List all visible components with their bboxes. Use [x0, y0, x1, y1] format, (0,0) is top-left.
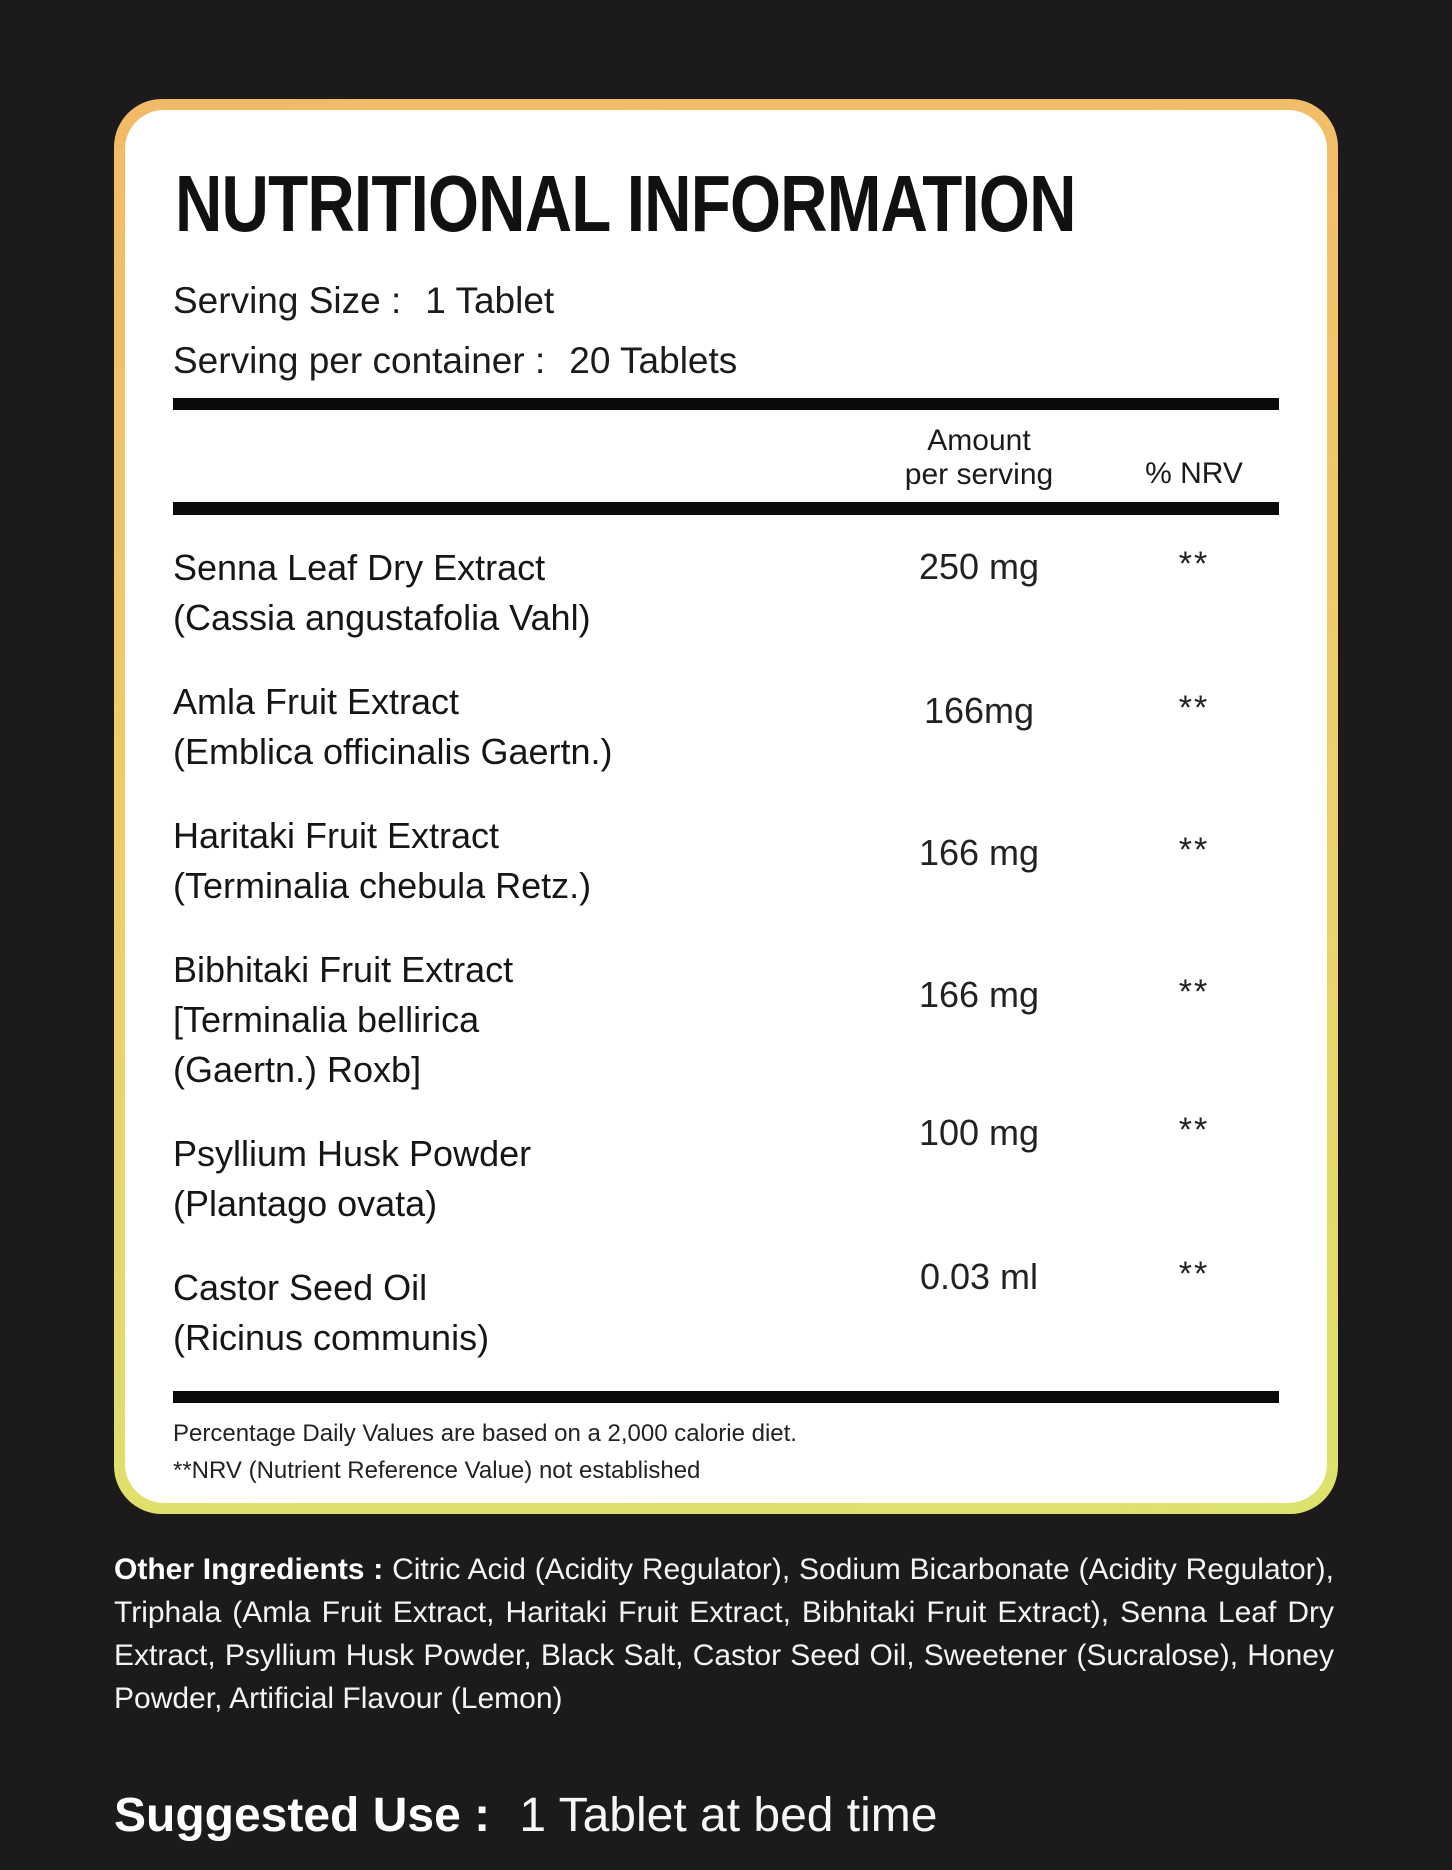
suggested-use-value: 1 Tablet at bed time [519, 1789, 938, 1842]
servings-per-container-label: Serving per container : [173, 340, 546, 381]
ingredient-latin-name: (Terminalia chebula Retz.) [173, 865, 592, 906]
ingredient-latin-name: (Plantago ovata) [173, 1183, 438, 1224]
column-header-amount [819, 424, 1139, 492]
table-row [173, 1255, 1279, 1363]
ingredient-latin-name: [Terminalia bellirica [173, 999, 480, 1040]
servings-per-container-line [173, 340, 1279, 382]
ingredient-name-cell [173, 1263, 819, 1363]
other-ingredients-paragraph [114, 1548, 1334, 1720]
nutrition-card-inner [125, 110, 1327, 1503]
table-row [173, 677, 1279, 777]
other-ingredients-body: Citric Acid (Acidity Regulator), Sodium Bicarbonate (Acidity Regulator), Triphala (Amla Fruit Extract, Haritaki Fruit Extract, Bibhitaki Fruit Extract), Senna Leaf Dry Extract, Psyllium Husk Powder, Black Salt, Castor Seed Oil, Sweetener (Sucralose), Honey Powder, Artificial Flavour (Lemon) [114, 1553, 1334, 1715]
ingredient-latin-name: (Emblica officinalis Gaertn.) [173, 731, 613, 772]
header-bottom-rule [173, 502, 1279, 515]
ingredient-nrv: ** [1178, 973, 1210, 1011]
ingredient-amount: 100 mg [918, 1112, 1040, 1153]
footnote: **NRV (Nutrient Reference Value) not established [173, 1457, 701, 1484]
suggested-use-line [114, 1788, 937, 1843]
ingredient-nrv: ** [1178, 1111, 1210, 1149]
table-row [173, 945, 1279, 1095]
ingredient-name-cell [173, 543, 819, 643]
ingredient-latin-name: (Ricinus communis) [173, 1317, 490, 1358]
ingredient-amount: 250 mg [918, 546, 1040, 587]
ingredient-amount: 166 mg [918, 974, 1040, 1015]
ingredient-name: Senna Leaf Dry Extract [173, 547, 546, 588]
ingredient-latin-name: (Gaertn.) Roxb] [173, 1049, 422, 1090]
ingredient-amount: 166 mg [918, 832, 1040, 873]
table-row [173, 811, 1279, 911]
table-row [173, 543, 1279, 643]
ingredient-nrv: ** [1178, 689, 1210, 727]
servings-per-container-value: 20 Tablets [569, 340, 738, 381]
ingredient-nrv: ** [1178, 545, 1210, 583]
table-footer [173, 1391, 1279, 1489]
table-row [173, 1111, 1279, 1229]
footnotes [173, 1415, 1279, 1489]
ingredient-amount: 166mg [923, 690, 1035, 731]
ingredient-name: Castor Seed Oil [173, 1267, 428, 1308]
ingredient-nrv: ** [1178, 1255, 1210, 1293]
ingredient-latin-name: (Cassia angustafolia Vahl) [173, 597, 591, 638]
table-bottom-rule [173, 1391, 1279, 1403]
ingredient-name: Bibhitaki Fruit Extract [173, 949, 514, 990]
ingredient-name: Haritaki Fruit Extract [173, 815, 500, 856]
suggested-use-label: Suggested Use : [114, 1789, 491, 1842]
serving-size-label: Serving Size : [173, 280, 402, 321]
ingredient-nrv: ** [1178, 831, 1210, 869]
amount-header-line1: Amount [927, 424, 1031, 457]
ingredient-name-cell [173, 1129, 819, 1229]
ingredient-name: Amla Fruit Extract [173, 681, 460, 722]
amount-header-line2: per serving [904, 458, 1054, 491]
card-title: NUTRITIONAL INFORMATION [175, 159, 1076, 248]
nutrition-card [114, 99, 1338, 1514]
serving-size-value: 1 Tablet [425, 280, 555, 321]
table-header-row [173, 410, 1279, 502]
ingredient-rows [173, 515, 1279, 1363]
table-top-rule [173, 398, 1279, 410]
ingredient-name-cell [173, 677, 819, 777]
ingredient-amount: 0.03 ml [919, 1256, 1039, 1297]
ingredient-name: Psyllium Husk Powder [173, 1133, 532, 1174]
footnote: Percentage Daily Values are based on a 2,000 calorie diet. [173, 1420, 797, 1447]
ingredient-name-cell [173, 945, 819, 1095]
ingredient-name-cell [173, 811, 819, 911]
column-header-nrv: % NRV [1145, 457, 1243, 490]
serving-size-line [173, 280, 1279, 322]
other-ingredients-label: Other Ingredients : [114, 1553, 384, 1586]
